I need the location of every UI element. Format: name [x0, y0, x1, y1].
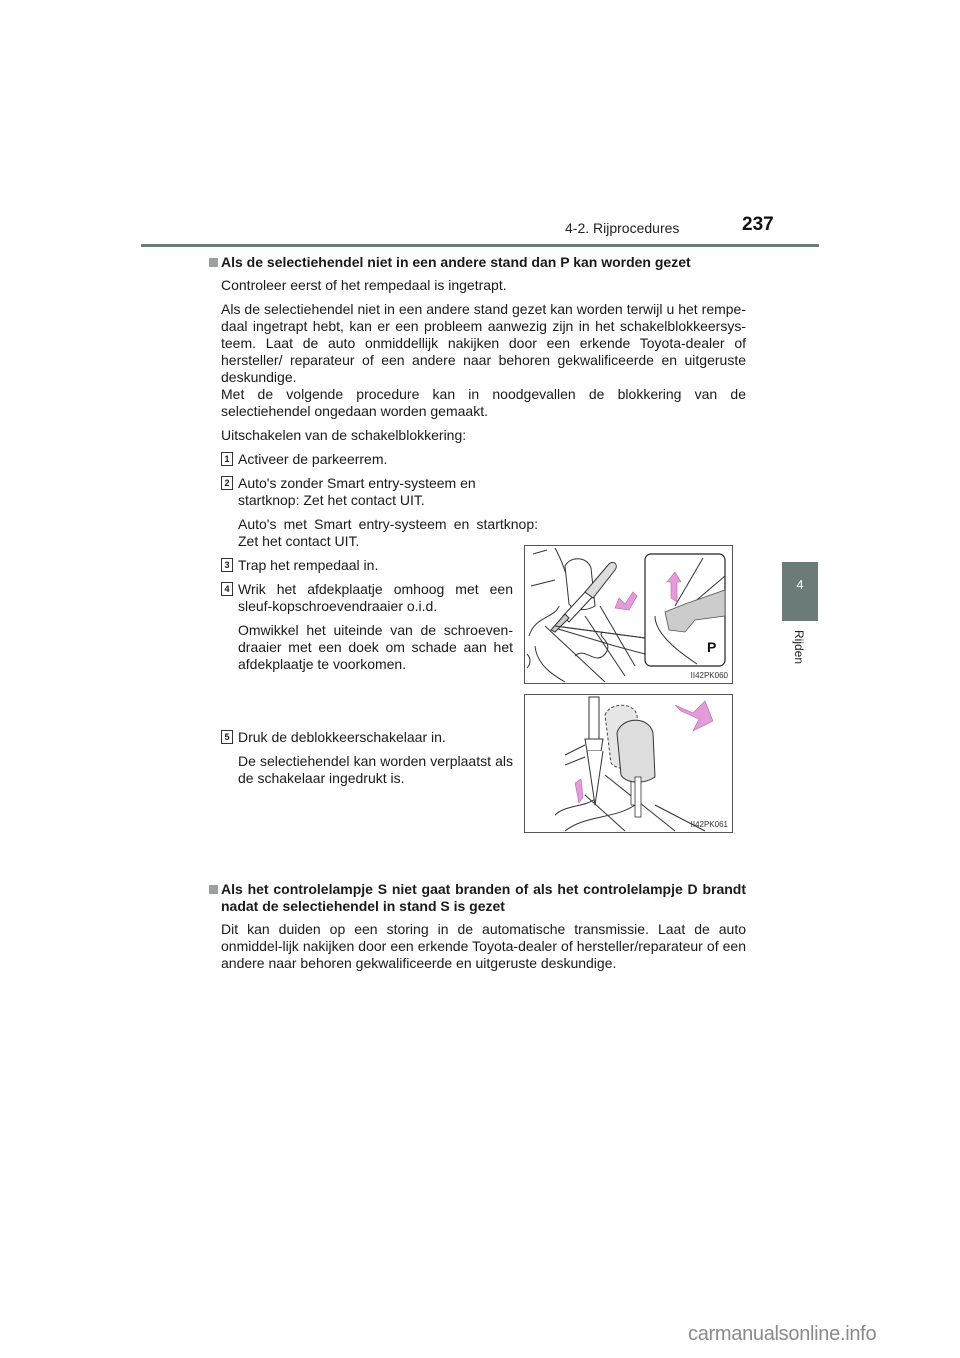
square-bullet-icon	[209, 258, 218, 267]
svg-text:P: P	[707, 639, 717, 655]
chapter-number: 4	[796, 577, 804, 592]
figure-code: II42PK061	[690, 820, 728, 829]
step-number-box: 5	[221, 730, 233, 744]
step-number-box: 1	[221, 452, 233, 466]
step-subtext: Omwikkel het uiteinde van de schroeven-draaier met een doek om schade aan het afdekplaatje te voorkomen.	[238, 622, 513, 672]
step-1	[209, 451, 746, 468]
section-heading-text: Als de selectiehendel niet in een andere stand dan P kan worden gezet	[221, 254, 691, 270]
page-number: 237	[742, 214, 774, 235]
paragraph: Dit kan duiden op een storing in de automatische transmissie. Laat de auto onmiddel-lijk nakijken door een erkende Toyota-dealer of hersteller/reparateur of een andere naar behoren gekwalificeerde en uitgeruste deskundige.	[221, 921, 746, 971]
step-number-box: 2	[221, 476, 233, 490]
step-subtext: De selectiehendel kan worden verplaatst als de schakelaar ingedrukt is.	[238, 753, 513, 786]
step-text: Activeer de parkeerrem.	[238, 451, 388, 467]
figure-shift-lock-release	[524, 694, 733, 833]
paragraph: Controleer eerst of het rempedaal is ingetrapt.	[221, 277, 507, 293]
step-2	[209, 475, 538, 550]
section-heading	[209, 254, 746, 271]
step-text: Wrik het afdekplaatje omhoog met een sleuf-kopschroevendraaier o.i.d.	[238, 581, 513, 614]
watermark-link[interactable]: carmanualsonline.info	[688, 1323, 877, 1345]
step-text: Auto's zonder Smart entry-systeem en startknop: Zet het contact UIT.	[238, 475, 476, 508]
step-text: Trap het rempedaal in.	[238, 557, 379, 573]
step-text: Druk de deblokkeerschakelaar in.	[238, 729, 446, 745]
square-bullet-icon	[209, 885, 218, 894]
step-subtext: Auto's met Smart entry-systeem en startknop: Zet het contact UIT.	[238, 516, 538, 549]
chapter-tab	[782, 562, 818, 621]
paragraph: Als de selectiehendel niet in een andere stand gezet kan worden terwijl u het rempe-daal ingetrapt hebt, kan er een probleem aanwezig zijn in het schakelblokkeersys-teem. Laat de auto onmiddellijk nakijken door een erkende Toyota-dealer of hersteller/ reparateur of een andere naar behoren gekwalificeerde en uitgeruste deskundige.	[221, 301, 746, 385]
shift-lock-release-illustration-icon	[525, 695, 732, 832]
header-section-title: 4-2. Rijprocedures	[565, 220, 680, 236]
chapter-label: Rijden	[792, 630, 806, 665]
header-rule	[141, 244, 819, 247]
paragraph: Met de volgende procedure kan in noodgevallen de blokkering van de selectiehendel ongedaan worden gemaakt.	[221, 386, 746, 419]
section-heading	[209, 881, 746, 915]
figure-code: II42PK060	[690, 671, 728, 680]
step-number-box: 3	[221, 558, 233, 572]
shift-lever-illustration-icon	[525, 546, 732, 683]
paragraph: Uitschakelen van de schakelblokkering:	[221, 427, 467, 443]
figure-shift-lever-cover	[524, 545, 733, 684]
section-heading-text: Als het controlelampje S niet gaat branden of als het controlelampje D brandt nadat de selectiehendel in stand S is gezet	[221, 881, 746, 914]
step-number-box: 4	[221, 582, 233, 596]
